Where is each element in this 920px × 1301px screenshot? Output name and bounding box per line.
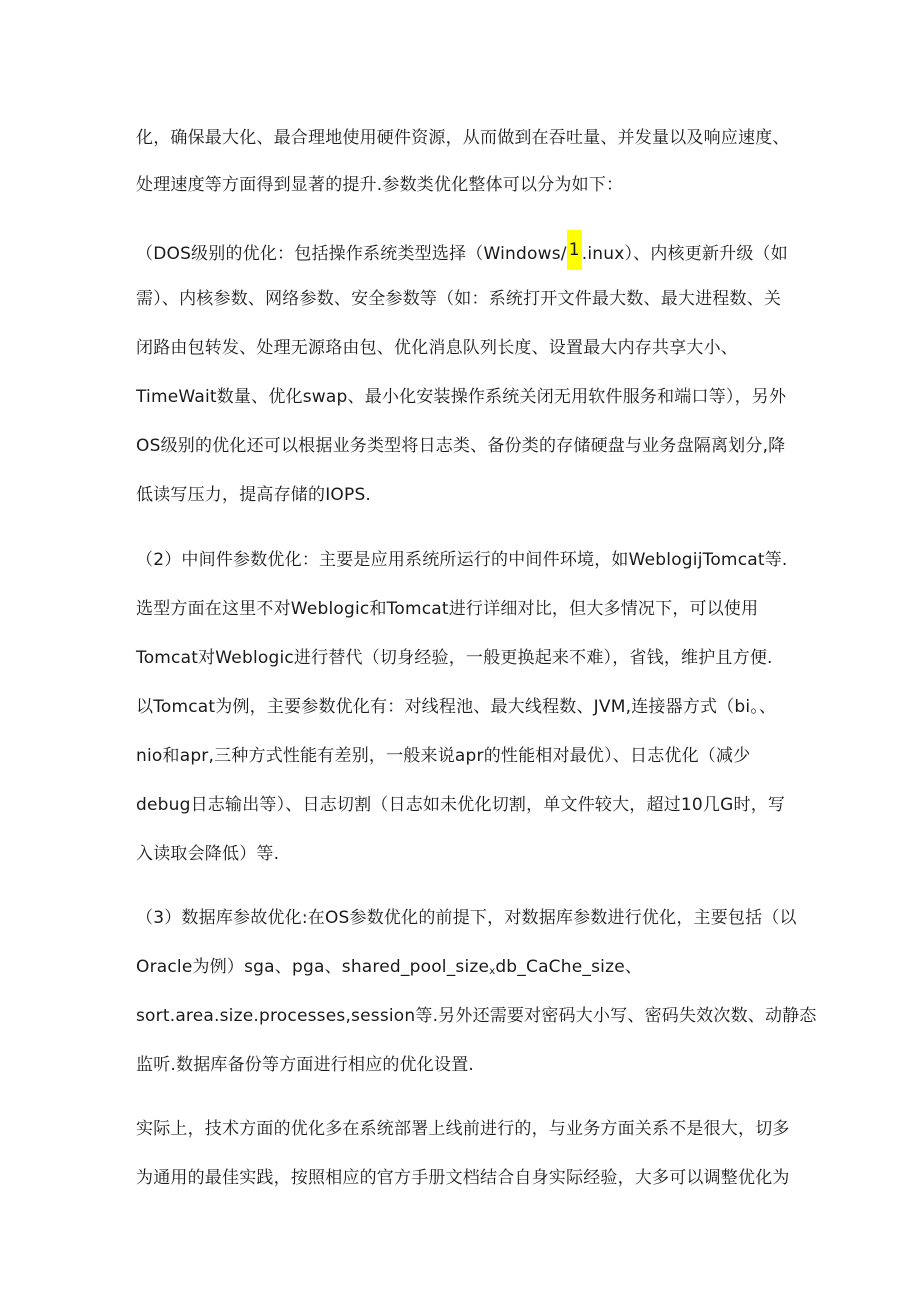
text-line: 入读取会降低）等.: [136, 844, 280, 864]
text-line: Tomcat对Weblogic进行替代（切身经验，一般更换起来不难），省钱，维护且方便.: [136, 648, 773, 668]
text-line: （2）中间件参数优化：主要是应用系统所运行的中间件环境，如WeblogijTomcat等.: [136, 550, 788, 570]
text-line: 选型方面在这里不对Weblogic和Tomcat进行详细对比，但大多情况下，可以使用: [136, 599, 759, 619]
text-segment: （DOS级别的优化：包括操作系统类型选择（Windows/: [136, 244, 567, 264]
text-line: nio和apr,三种方式性能有差别，一般来说apr的性能相对最优）、日志优化（减少: [136, 746, 751, 766]
text-line: [136, 238, 788, 270]
text-line: （3）数据库参故优化:在OS参数优化的前提下，对数据库参数进行优化，主要包括（以: [136, 908, 797, 928]
text-segment: db_CaChe_size、: [495, 957, 643, 977]
text-line: 为通用的最佳实践，按照相应的官方手册文档结合自身实际经验，大多可以调整优化为: [136, 1168, 790, 1188]
text-line: TimeWait数量、优化swap、最小化安装操作系统关闭无用软件服务和端口等），另外: [136, 387, 787, 407]
text-line: OS级别的优化还可以根据业务类型将日志类、备份类的存储硬盘与业务盘隔离划分,降: [136, 436, 786, 456]
text-segment: .inux）、内核更新升级（如: [581, 244, 788, 264]
text-segment: Oracle为例）sga、pga、shared_pool_size: [136, 957, 490, 977]
text-line: 以Tomcat为例，主要参数优化有：对线程池、最大线程数、JVM,连接器方式（bi。、: [136, 697, 777, 717]
text-line: sort.area.size.processes,session等.另外还需要对密码大小写、密码失效次数、动静态: [136, 1006, 817, 1026]
highlighted-text: 1: [567, 230, 582, 270]
text-line: 监听.数据库备份等方面进行相应的优化设置.: [136, 1055, 475, 1075]
text-line: debug日志输出等）、日志切割（日志如未优化切割，单文件较大，超过10几G时，写: [136, 795, 786, 815]
text-line: 处理速度等方面得到显著的提升.参数类优化整体可以分为如下：: [136, 175, 624, 195]
text-line: 需）、内核参数、网络参数、安全参数等（如：系统打开文件最大数、最大进程数、关: [136, 289, 782, 309]
text-line: 实际上，技术方面的优化多在系统部署上线前进行的，与业务方面关系不是很大，切多: [136, 1119, 790, 1139]
text-line: 闭路由包转发、处理无源珞由包、优化消息队列长度、设置最大内存共享大小、: [136, 338, 738, 358]
text-line: [136, 955, 642, 984]
text-line: 化，确保最大化、最合理地使用硬件资源，从而做到在吞吐量、并发量以及响应速度、: [136, 128, 790, 148]
text-line: 低读写压力，提高存储的IOPS.: [136, 485, 372, 505]
subscript-text: x: [489, 966, 496, 977]
